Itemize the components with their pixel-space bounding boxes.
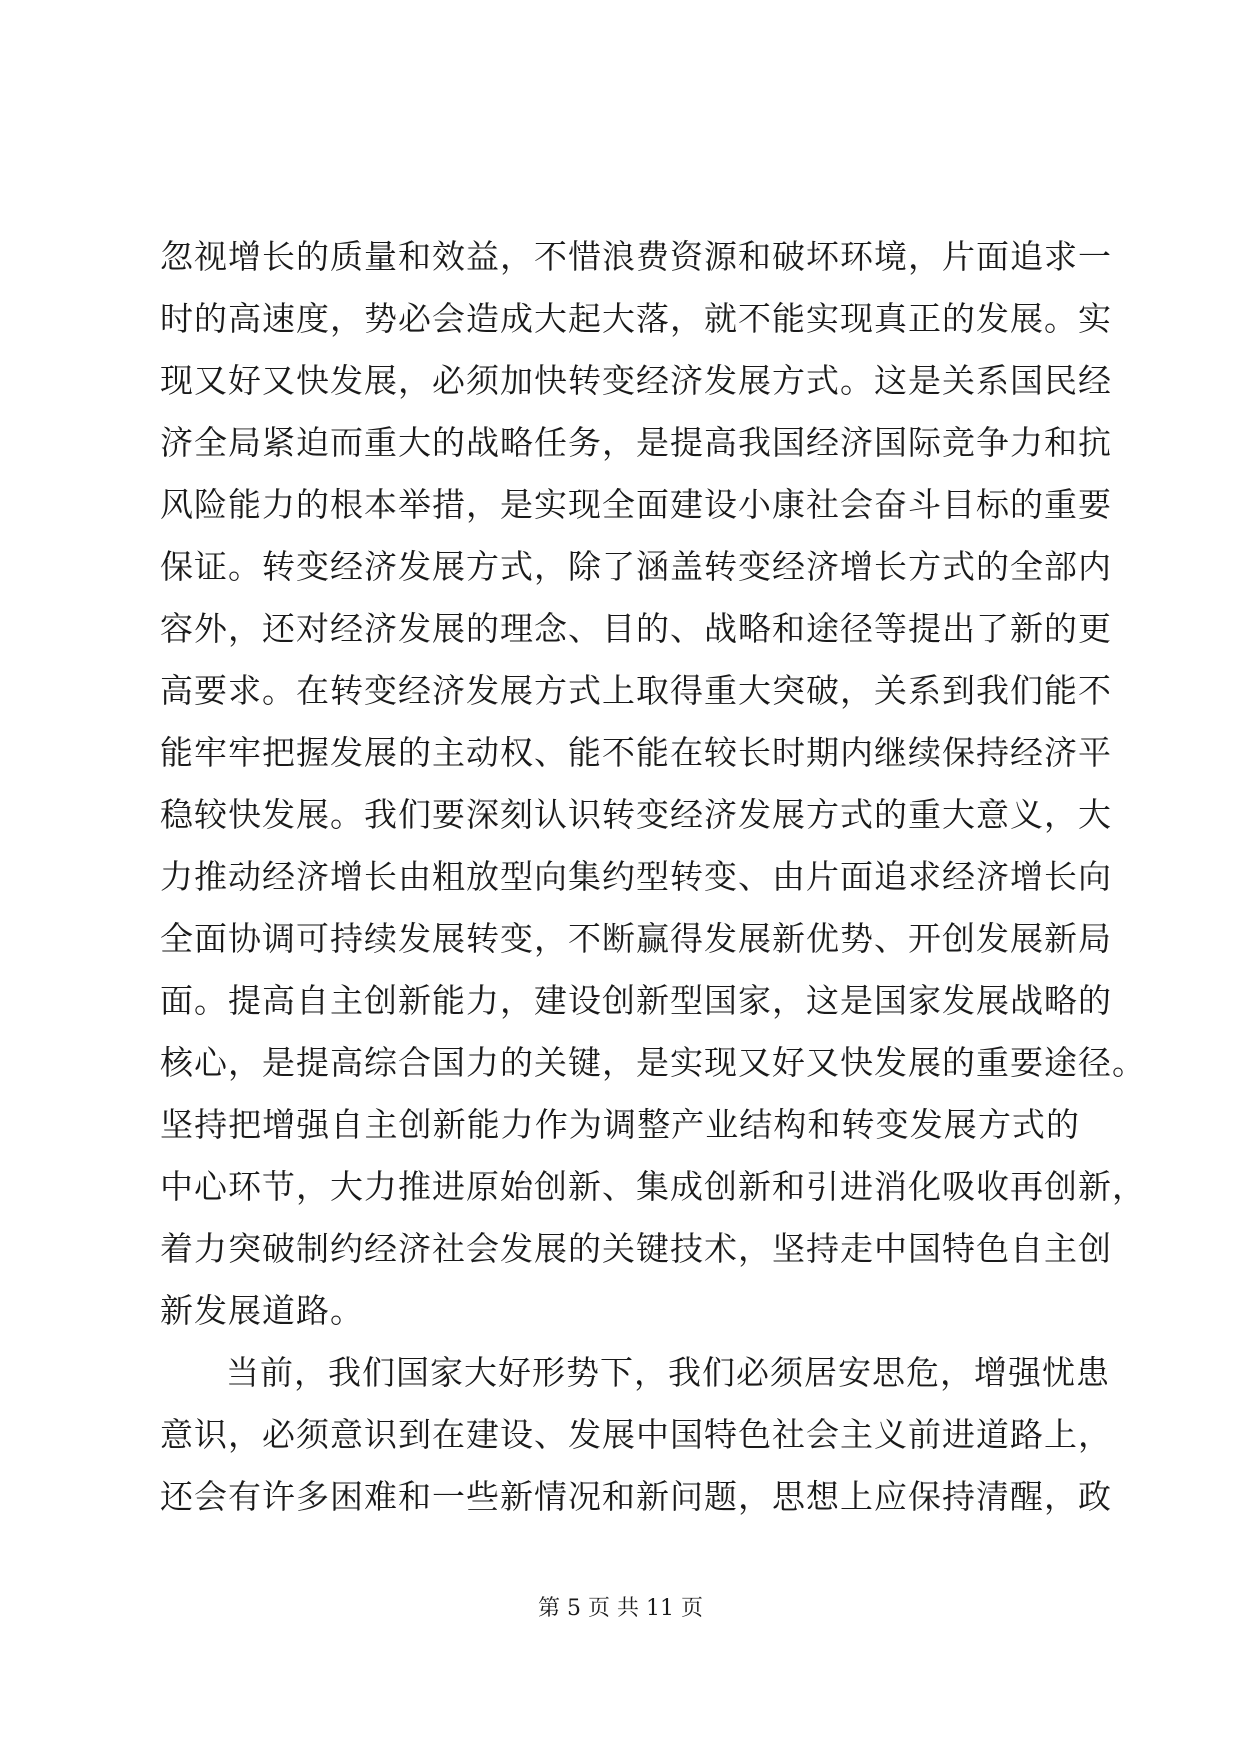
text-line: 当前，我们国家大好形势下，我们必须居安思危，增强忧患: [226, 1353, 1110, 1392]
text-line: 稳较快发展。我们要深刻认识转变经济发展方式的重大意义，大: [160, 795, 1112, 834]
text-line: 忽视增长的质量和效益，不惜浪费资源和破坏环境，片面追求一: [160, 237, 1112, 276]
text-line: 全面协调可持续发展转变，不断赢得发展新优势、开创发展新局: [160, 919, 1112, 958]
text-line: 新发展道路。: [160, 1291, 364, 1330]
text-line: 高要求。在转变经济发展方式上取得重大突破，关系到我们能不: [160, 671, 1112, 710]
text-line: 坚持把增强自主创新能力作为调整产业结构和转变发展方式的: [160, 1105, 1080, 1144]
text-line: 中心环节，大力推进原始创新、集成创新和引进消化吸收再创新，: [160, 1167, 1146, 1206]
text-line: 意识，必须意识到在建设、发展中国特色社会主义前进道路上，: [160, 1415, 1112, 1454]
page-footer: 第 5 页 共 11 页: [538, 1596, 703, 1621]
text-line: 时的高速度，势必会造成大起大落，就不能实现真正的发展。实: [160, 299, 1112, 338]
text-line: 保证。转变经济发展方式，除了涵盖转变经济增长方式的全部内: [160, 547, 1112, 586]
text-line: 力推动经济增长由粗放型向集约型转变、由片面追求经济增长向: [160, 857, 1112, 896]
text-line: 核心，是提高综合国力的关键，是实现又好又快发展的重要途径。: [160, 1043, 1146, 1082]
text-line: 风险能力的根本举措，是实现全面建设小康社会奋斗目标的重要: [160, 485, 1112, 524]
text-line: 现又好又快发展，必须加快转变经济发展方式。这是关系国民经: [160, 361, 1112, 400]
text-line: 容外，还对经济发展的理念、目的、战略和途径等提出了新的更: [160, 609, 1112, 648]
text-line: 还会有许多困难和一些新情况和新问题，思想上应保持清醒，政: [160, 1477, 1112, 1516]
text-line: 着力突破制约经济社会发展的关键技术，坚持走中国特色自主创: [160, 1229, 1112, 1268]
text-line: 面。提高自主创新能力，建设创新型国家，这是国家发展战略的: [160, 981, 1112, 1020]
text-line: 能牢牢把握发展的主动权、能不能在较长时期内继续保持经济平: [160, 733, 1112, 772]
document-body: [160, 226, 1146, 1528]
text-line: 济全局紧迫而重大的战略任务，是提高我国经济国际竞争力和抗: [160, 423, 1112, 462]
